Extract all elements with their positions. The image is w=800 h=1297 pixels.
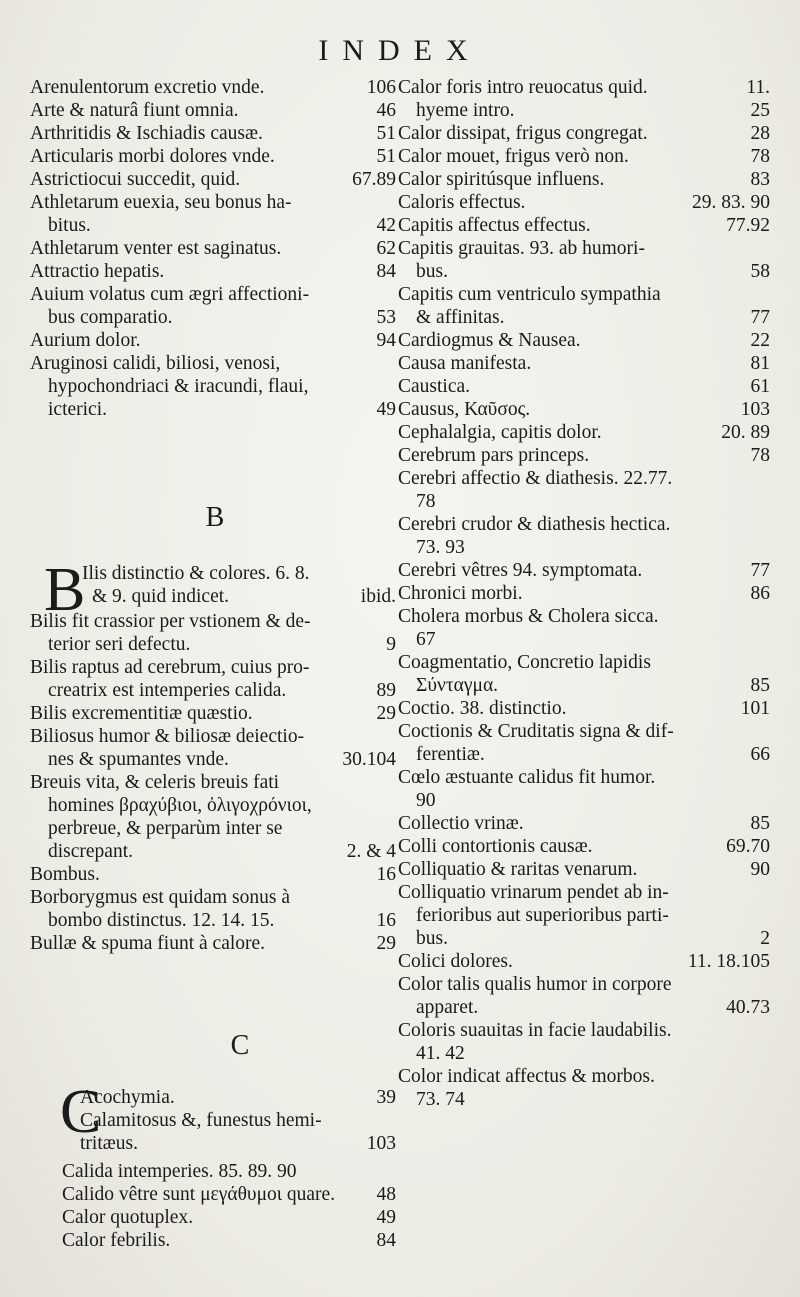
entry-text: Cerebri vêtres 94. symptomata. [398,560,643,581]
page-ref: 77 [750,560,770,581]
index-entry [30,99,396,122]
entry-text: Aurium dolor. [30,330,141,351]
entry-text: Aruginosi calidi, biliosi, venosi, [30,353,281,374]
entry-text: Bilis fit crassior per vstionem & de- [30,611,311,632]
entry-text: Chronici morbi. [398,583,523,604]
entry-text: Calor spiritúsque influens. [398,169,605,190]
entry-text: Bullæ & spuma fiunt à calore. [30,933,266,954]
entry-text: Calor quotuplex. [62,1207,194,1228]
page-ref: 40.73 [726,997,770,1018]
entry-text: 78 [416,491,436,512]
entry-text: Collectio vrinæ. [398,813,524,834]
entry-text: Cholera morbus & Cholera sicca. [398,606,659,627]
index-entry [398,329,770,352]
page-ref: 11. [746,77,770,98]
entry-text: Cephalalgia, capitis dolor. [398,422,602,443]
entry-text: Acochymia. [80,1087,175,1108]
page-ref: 9 [386,634,396,655]
section-letter-c: C [230,1030,250,1061]
index-entry [398,76,770,99]
page-ref: 77.92 [726,215,770,236]
entry-text: Cerebri crudor & diathesis hectica. [398,514,671,535]
page-ref: 84 [376,1230,396,1251]
entry-text: bus. [416,261,448,282]
index-entry [398,145,770,168]
entry-text: bus. [416,928,448,949]
entry-text: Capitis cum ventriculo sympathia [398,284,661,305]
page-ref: 86 [750,583,770,604]
entry-text: Cerebrum pars princeps. [398,445,590,466]
entry-text: Color indicat affectus & morbos. [398,1066,655,1087]
entry-text: Coctionis & Cruditatis signa & dif- [398,721,674,742]
index-entry [398,352,770,375]
page-ref: 62 [376,238,396,259]
page-ref: 22 [750,330,770,351]
entry-text: Colici dolores. [398,951,513,972]
entry-text: discrepant. [48,841,134,862]
entry-text: Colliquatio vrinarum pendet ab in- [398,882,669,903]
entry-text: bitus. [48,215,91,236]
entry-text: perbreue, & perparùm inter se [48,818,283,839]
page-ref: 85 [750,675,770,696]
entry-text: Color talis qualis humor in corpore [398,974,672,995]
page-ref: 51 [376,123,396,144]
page-ref: 28 [750,123,770,144]
page-ref: 61 [750,376,770,397]
index-entry [30,168,396,191]
page-ref: 77 [750,307,770,328]
index-entry [30,145,396,168]
index-entry [30,283,396,329]
page-ref: 30.104 [342,749,396,770]
page-ref: 94 [376,330,396,351]
entry-text: bus comparatio. [48,307,173,328]
entry-text: apparet. [416,997,479,1018]
index-entry [398,168,770,191]
entry-text: Caloris effectus. [398,192,526,213]
entry-text: Athletarum euexia, seu bonus ha- [30,192,292,213]
page-ref: 69.70 [726,836,770,857]
page-ref: 29 [376,933,396,954]
index-entry [398,444,770,467]
page-ref: 83 [750,169,770,190]
entry-text: Cardiogmus & Nausea. [398,330,581,351]
index-entry [398,467,770,513]
entry-text: nes & spumantes vnde. [48,749,229,770]
page-ref: 103 [366,1133,396,1154]
entry-text: Bilis excrementitiæ quæstio. [30,703,253,724]
entry-text: hyeme intro. [416,100,515,121]
index-entry [30,725,396,771]
page-ref: 16 [376,910,396,931]
page-ref: 29. 83. 90 [692,192,770,213]
index-entry [62,1183,396,1206]
page-ref: 103 [740,399,770,420]
entry-text: Calido vêtre sunt μεγάθυμοι quare. [62,1184,336,1205]
entry-text: Calor dissipat, frigus congregat. [398,123,648,144]
page-ref: 39 [376,1087,396,1108]
page-ref: 78 [750,445,770,466]
entry-text: 73. 74 [416,1089,465,1110]
entry-text: Arthritidis & Ischiadis causæ. [30,123,263,144]
entry-text: Capitis affectus effectus. [398,215,591,236]
entry-text: Calor foris intro reuocatus quid. [398,77,648,98]
page-ref: 20. 89 [721,422,770,443]
entry-text: creatrix est intemperies calida. [48,680,287,701]
index-entry [398,99,770,122]
entry-text: bombo distinctus. 12. 14. 15. [48,910,275,931]
index-entry [30,329,396,352]
index-entry [398,858,770,881]
entry-text: 41. 42 [416,1043,465,1064]
entry-text: Breuis vita, & celeris breuis fati [30,772,280,793]
index-entry [80,1086,396,1155]
page-ref: 16 [376,864,396,885]
entry-text: Causus, Καῦσος. [398,399,531,420]
index-entry [398,122,770,145]
entry-text: Attractio hepatis. [30,261,165,282]
entry-text: Calor febrilis. [62,1230,171,1251]
index-entry [30,610,396,656]
page-ref: 11. 18.105 [687,951,770,972]
page-ref: 53 [376,307,396,328]
entry-text: Ilis distinctio & colores. 6. 8. [82,563,310,584]
section-letter-b: B [205,502,225,533]
entry-text: Colliquatio & raritas venarum. [398,859,638,880]
entry-text: 73. 93 [416,537,465,558]
dropcap-b: B [44,556,86,624]
index-entry [30,656,396,702]
index-entry [30,260,396,283]
entry-text: Bilis raptus ad cerebrum, cuius pro- [30,657,310,678]
page-ref: 51 [376,146,396,167]
page-ref: 66 [750,744,770,765]
index-entry [398,398,770,421]
index-entry [62,1206,396,1229]
entry-text: terior seri defectu. [48,634,191,655]
page-ref: 49 [376,1207,396,1228]
page-ref: 101 [740,698,770,719]
index-entry [398,375,770,398]
index-entry [398,605,770,651]
index-entry [62,1229,396,1252]
entry-text: Σύνταγμα. [416,675,499,696]
dropcap-c: C [60,1078,102,1146]
entry-text: 67 [416,629,436,650]
page-header: INDEX [318,34,482,67]
index-entry [398,973,770,1019]
page-ref: 78 [750,146,770,167]
entry-text: ferentiæ. [416,744,485,765]
page-ref: 46 [376,100,396,121]
entry-text: Auium volatus cum ægri affectioni- [30,284,310,305]
page-ref: ibid. [360,586,396,607]
index-entry [398,1019,770,1065]
entry-text: Coctio. 38. distinctio. [398,698,567,719]
page-ref: 2 [760,928,770,949]
index-entry [398,881,770,950]
entry-text: & 9. quid indicet. [92,586,230,607]
page-ref: 90 [750,859,770,880]
index-entry [62,1160,396,1183]
index-entry [30,771,396,863]
page-ref: 85 [750,813,770,834]
entry-text: icterici. [48,399,108,420]
index-entry [30,76,396,99]
page-ref: 42 [376,215,396,236]
entry-text: Caustica. [398,376,471,397]
page-ref: 49 [376,399,396,420]
page-ref: 84 [376,261,396,282]
entry-text: Cœlo æstuante calidus fit humor. [398,767,656,788]
index-entry [398,582,770,605]
entry-text: homines βραχύβιοι, ὀλιγοχρόνιοι, [48,795,312,816]
page-ref: 25 [750,100,770,121]
entry-text: & affinitas. [416,307,505,328]
entry-text: hypochondriaci & iracundi, flaui, [48,376,309,397]
entry-text: tritæus. [80,1133,138,1154]
entry-text: Bombus. [30,864,100,885]
entry-text: Arte & naturâ fiunt omnia. [30,100,239,121]
page-ref: 58 [750,261,770,282]
index-entry [398,559,770,582]
entry-text: Coagmentatio, Concretio lapidis [398,652,651,673]
entry-text: ferioribus aut superioribus parti- [416,905,669,926]
page-ref: 67.89 [352,169,396,190]
entry-text: Astrictiocui succedit, quid. [30,169,241,190]
entry-text: Articularis morbi dolores vnde. [30,146,275,167]
entry-text: Coloris suauitas in facie laudabilis. [398,1020,672,1041]
index-entry [82,562,396,608]
page-ref: 2. & 4 [346,841,396,862]
entry-text: Colli contortionis causæ. [398,836,593,857]
index-entry [30,237,396,260]
index-entry [398,214,770,237]
index-entry [30,702,396,725]
entry-text: Cerebri affectio & diathesis. 22.77. [398,468,673,489]
index-entry [398,835,770,858]
index-entry [398,513,770,559]
entry-text: Athletarum venter est saginatus. [30,238,282,259]
index-entry [398,720,770,766]
page-ref: 29 [376,703,396,724]
index-entry [30,863,396,886]
index-entry [30,352,396,421]
index-entry [398,651,770,697]
index-entry [398,1065,770,1111]
page-ref: 89 [376,680,396,701]
entry-text: Capitis grauitas. 93. ab humori- [398,238,645,259]
entry-text: Arenulentorum excretio vnde. [30,77,265,98]
index-entry [398,237,770,283]
index-entry [398,766,770,812]
index-entry [398,697,770,720]
page-ref: 81 [750,353,770,374]
index-entry [398,950,770,973]
entry-text: Biliosus humor & biliosæ deiectio- [30,726,305,747]
index-entry [30,932,396,955]
page-ref: 48 [376,1184,396,1205]
index-entry [30,191,396,237]
index-entry [398,421,770,444]
index-entry [30,886,396,932]
entry-text: Calamitosus &, funestus hemi- [80,1110,322,1131]
index-entry [398,283,770,329]
entry-text: Borborygmus est quidam sonus à [30,887,290,908]
page-ref: 106 [366,77,396,98]
entry-text: Causa manifesta. [398,353,532,374]
index-entry [398,191,770,214]
entry-text: 90 [416,790,436,811]
index-entry [398,812,770,835]
index-entry [30,122,396,145]
entry-text: Calor mouet, frigus verò non. [398,146,629,167]
entry-text: Calida intemperies. 85. 89. 90 [62,1161,297,1182]
